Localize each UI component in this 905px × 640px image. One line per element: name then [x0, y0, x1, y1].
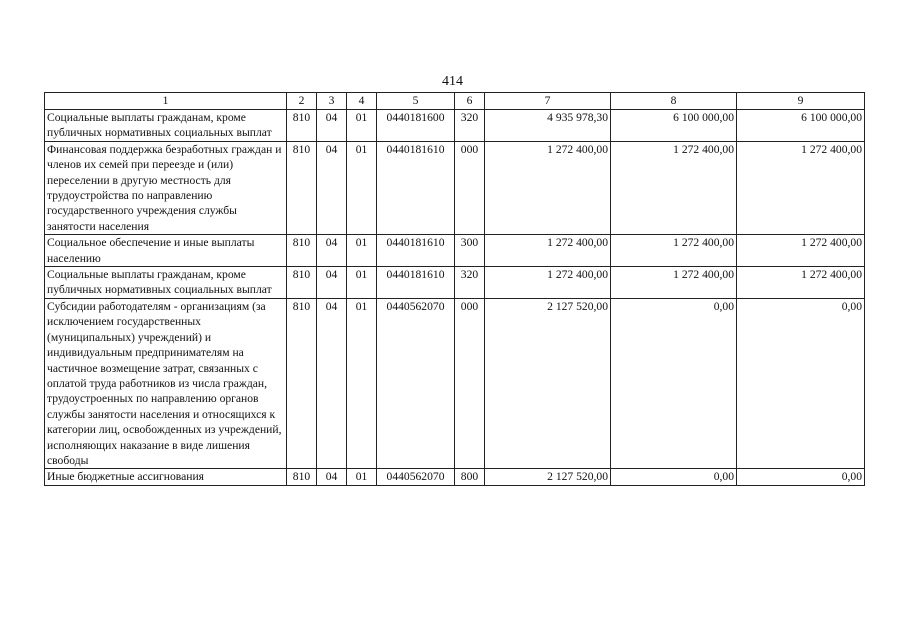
col-header-7: 7 [485, 93, 611, 110]
table-row [45, 141, 865, 234]
row-col5: 0440562070 [377, 469, 455, 485]
table-row [45, 235, 865, 267]
row-col9: 1 272 400,00 [737, 141, 865, 234]
table-row [45, 298, 865, 468]
col-header-4: 4 [347, 93, 377, 110]
row-col3: 04 [317, 469, 347, 485]
row-col2: 810 [287, 235, 317, 267]
row-name: Субсидии работодателям - организациям (за исключением государственных (муниципальных) учреждений) и индивидуальным предпринимателям на частичное возмещение затрат, связанных с оплатой труда работников из числа граждан, трудоустроенных по направлению органов службы занятости населения и относящихся к категории лиц, освобожденных из учреждений, исполняющих наказание в виде лишения свободы [45, 298, 287, 468]
row-col9: 1 272 400,00 [737, 267, 865, 299]
row-col8: 0,00 [611, 469, 737, 485]
row-col8: 1 272 400,00 [611, 267, 737, 299]
row-col4: 01 [347, 267, 377, 299]
row-col8: 1 272 400,00 [611, 235, 737, 267]
row-col6: 320 [455, 267, 485, 299]
col-header-3: 3 [317, 93, 347, 110]
col-header-1: 1 [45, 93, 287, 110]
row-col3: 04 [317, 235, 347, 267]
row-col9: 1 272 400,00 [737, 235, 865, 267]
header-row [45, 93, 865, 110]
row-col7: 4 935 978,30 [485, 110, 611, 142]
col-header-8: 8 [611, 93, 737, 110]
row-name: Социальное обеспечение и иные выплаты населению [45, 235, 287, 267]
row-col3: 04 [317, 298, 347, 468]
row-col7: 1 272 400,00 [485, 235, 611, 267]
row-col3: 04 [317, 110, 347, 142]
row-col8: 6 100 000,00 [611, 110, 737, 142]
page-number: 414 [442, 74, 463, 89]
row-col5: 0440181610 [377, 141, 455, 234]
row-col4: 01 [347, 469, 377, 485]
row-col3: 04 [317, 141, 347, 234]
row-name: Финансовая поддержка безработных граждан и членов их семей при переезде и (или) переселении в другую местность для трудоустройства по направлению государственного учреждения службы занятости населения [45, 141, 287, 234]
row-col9: 6 100 000,00 [737, 110, 865, 142]
row-col4: 01 [347, 298, 377, 468]
row-col2: 810 [287, 267, 317, 299]
col-header-9: 9 [737, 93, 865, 110]
row-col2: 810 [287, 141, 317, 234]
row-col6: 000 [455, 298, 485, 468]
row-col2: 810 [287, 298, 317, 468]
row-col5: 0440181600 [377, 110, 455, 142]
row-col7: 2 127 520,00 [485, 469, 611, 485]
row-col4: 01 [347, 235, 377, 267]
row-col4: 01 [347, 110, 377, 142]
row-col6: 320 [455, 110, 485, 142]
row-col7: 1 272 400,00 [485, 141, 611, 234]
row-col7: 2 127 520,00 [485, 298, 611, 468]
row-col2: 810 [287, 469, 317, 485]
row-col9: 0,00 [737, 469, 865, 485]
row-col5: 0440562070 [377, 298, 455, 468]
col-header-5: 5 [377, 93, 455, 110]
row-col2: 810 [287, 110, 317, 142]
row-name: Иные бюджетные ассигнования [45, 469, 287, 485]
row-col9: 0,00 [737, 298, 865, 468]
row-name: Социальные выплаты гражданам, кроме публичных нормативных социальных выплат [45, 110, 287, 142]
table-row [45, 267, 865, 299]
row-col4: 01 [347, 141, 377, 234]
col-header-6: 6 [455, 93, 485, 110]
col-header-2: 2 [287, 93, 317, 110]
row-col5: 0440181610 [377, 235, 455, 267]
row-col8: 0,00 [611, 298, 737, 468]
budget-table [44, 92, 865, 486]
table-row [45, 469, 865, 485]
row-col3: 04 [317, 267, 347, 299]
row-col6: 300 [455, 235, 485, 267]
table-row [45, 110, 865, 142]
row-col6: 800 [455, 469, 485, 485]
row-name: Социальные выплаты гражданам, кроме публичных нормативных социальных выплат [45, 267, 287, 299]
row-col5: 0440181610 [377, 267, 455, 299]
row-col6: 000 [455, 141, 485, 234]
row-col8: 1 272 400,00 [611, 141, 737, 234]
row-col7: 1 272 400,00 [485, 267, 611, 299]
